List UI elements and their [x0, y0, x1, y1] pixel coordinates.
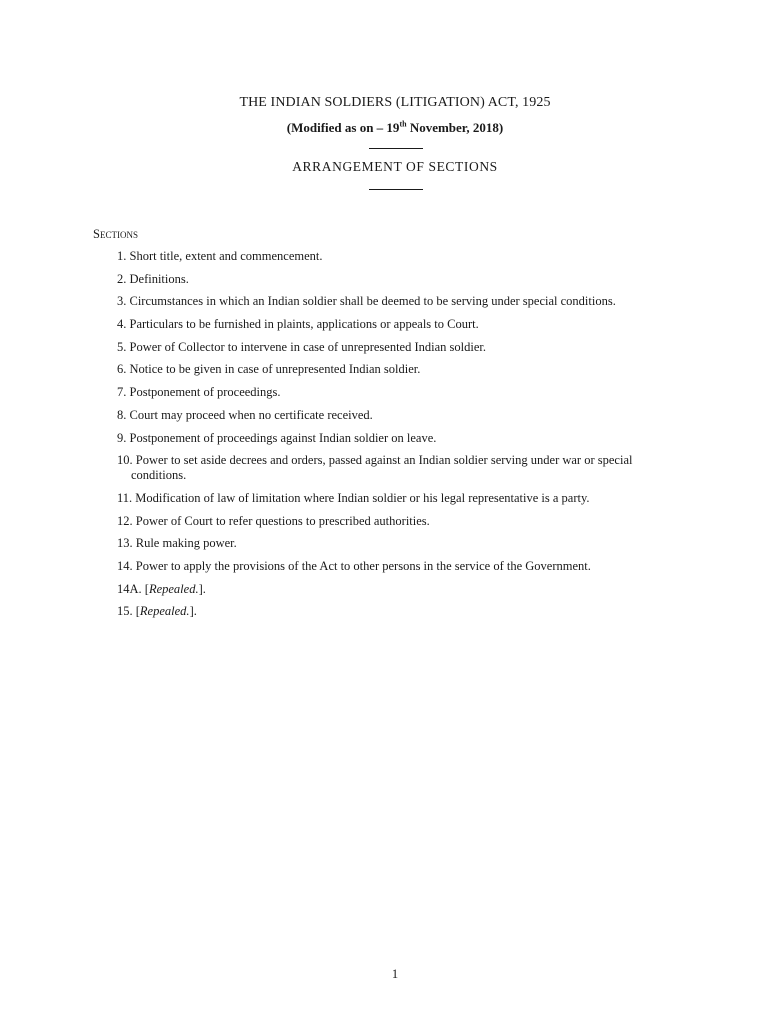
section-number: 14A. — [117, 581, 142, 596]
section-text: Definitions. — [129, 271, 189, 286]
arrangement-heading: ARRANGEMENT OF SECTIONS — [292, 159, 498, 174]
section-number: 2. — [117, 271, 127, 286]
section-repealed-note: Repealed. — [139, 604, 190, 619]
section-item — [117, 294, 707, 309]
section-bracket-open: [ — [135, 604, 140, 619]
section-item — [117, 431, 707, 446]
section-item — [117, 362, 707, 377]
section-text: Short title, extent and commencement. — [129, 249, 323, 263]
section-number: 12. — [117, 513, 133, 528]
section-item — [117, 453, 676, 483]
section-number: 5. — [117, 339, 127, 354]
section-number: 3. — [117, 294, 127, 309]
divider-rule-top — [369, 148, 423, 149]
section-item — [117, 536, 707, 551]
section-number: 11. — [117, 490, 133, 505]
section-text: Modification of law of limitation where Indian soldier or his legal representative is a party. — [135, 490, 590, 505]
page-number: 1 — [391, 967, 399, 981]
section-item — [117, 491, 707, 506]
section-number: 6. — [117, 362, 127, 377]
modification-date-prefix: (Modified as on – 19 — [286, 120, 400, 135]
divider-rule-bottom — [369, 189, 423, 190]
section-item — [117, 317, 707, 332]
section-text: Power to apply the provisions of the Act to other persons in the service of the Government. — [135, 558, 591, 573]
sections-label: Sections — [93, 227, 138, 241]
section-item — [117, 272, 707, 287]
section-number: 7. — [117, 385, 127, 400]
section-text: Power of Collector to intervene in case of unrepresented Indian soldier. — [129, 339, 486, 354]
section-bracket-open: [ — [144, 581, 149, 596]
section-repealed-note: Repealed. — [148, 581, 199, 596]
section-number: 15. — [117, 604, 133, 619]
section-item — [117, 408, 707, 423]
section-text: Power of Court to refer questions to prescribed authorities. — [135, 513, 430, 528]
section-number: 10. — [117, 453, 133, 468]
section-item — [117, 604, 707, 619]
modification-date-suffix: November, 2018) — [406, 120, 504, 135]
section-bracket-close: ]. — [198, 581, 206, 596]
section-item — [117, 559, 707, 574]
section-item — [117, 385, 707, 400]
section-text: Notice to be given in case of unrepresented Indian soldier. — [129, 362, 421, 377]
section-text: Particulars to be furnished in plaints, applications or appeals to Court. — [129, 317, 479, 332]
section-number: 14. — [117, 558, 133, 573]
section-text: Court may proceed when no certificate received. — [129, 407, 373, 422]
section-item — [117, 340, 707, 355]
section-item — [117, 514, 707, 529]
section-text: Circumstances in which an Indian soldier shall be deemed to be serving under special conditions. — [129, 294, 616, 309]
sections-list — [117, 249, 707, 627]
section-text: Postponement of proceedings. — [129, 385, 281, 400]
section-text: Power to set aside decrees and orders, passed against an Indian soldier serving under war or special conditions. — [131, 453, 633, 483]
modification-date — [0, 120, 770, 136]
act-title: THE INDIAN SOLDIERS (LITIGATION) ACT, 1925 — [239, 95, 551, 110]
section-number: 4. — [117, 317, 127, 332]
section-number: 9. — [117, 430, 127, 445]
section-number: 13. — [117, 536, 133, 551]
section-number: 1. — [117, 249, 127, 263]
section-item — [117, 249, 707, 264]
section-text: Postponement of proceedings against Indian soldier on leave. — [129, 430, 437, 445]
section-bracket-close: ]. — [189, 604, 197, 619]
section-text: Rule making power. — [135, 536, 237, 551]
section-number: 8. — [117, 407, 127, 422]
section-item — [117, 582, 707, 597]
modification-date-superscript: th — [399, 119, 407, 129]
